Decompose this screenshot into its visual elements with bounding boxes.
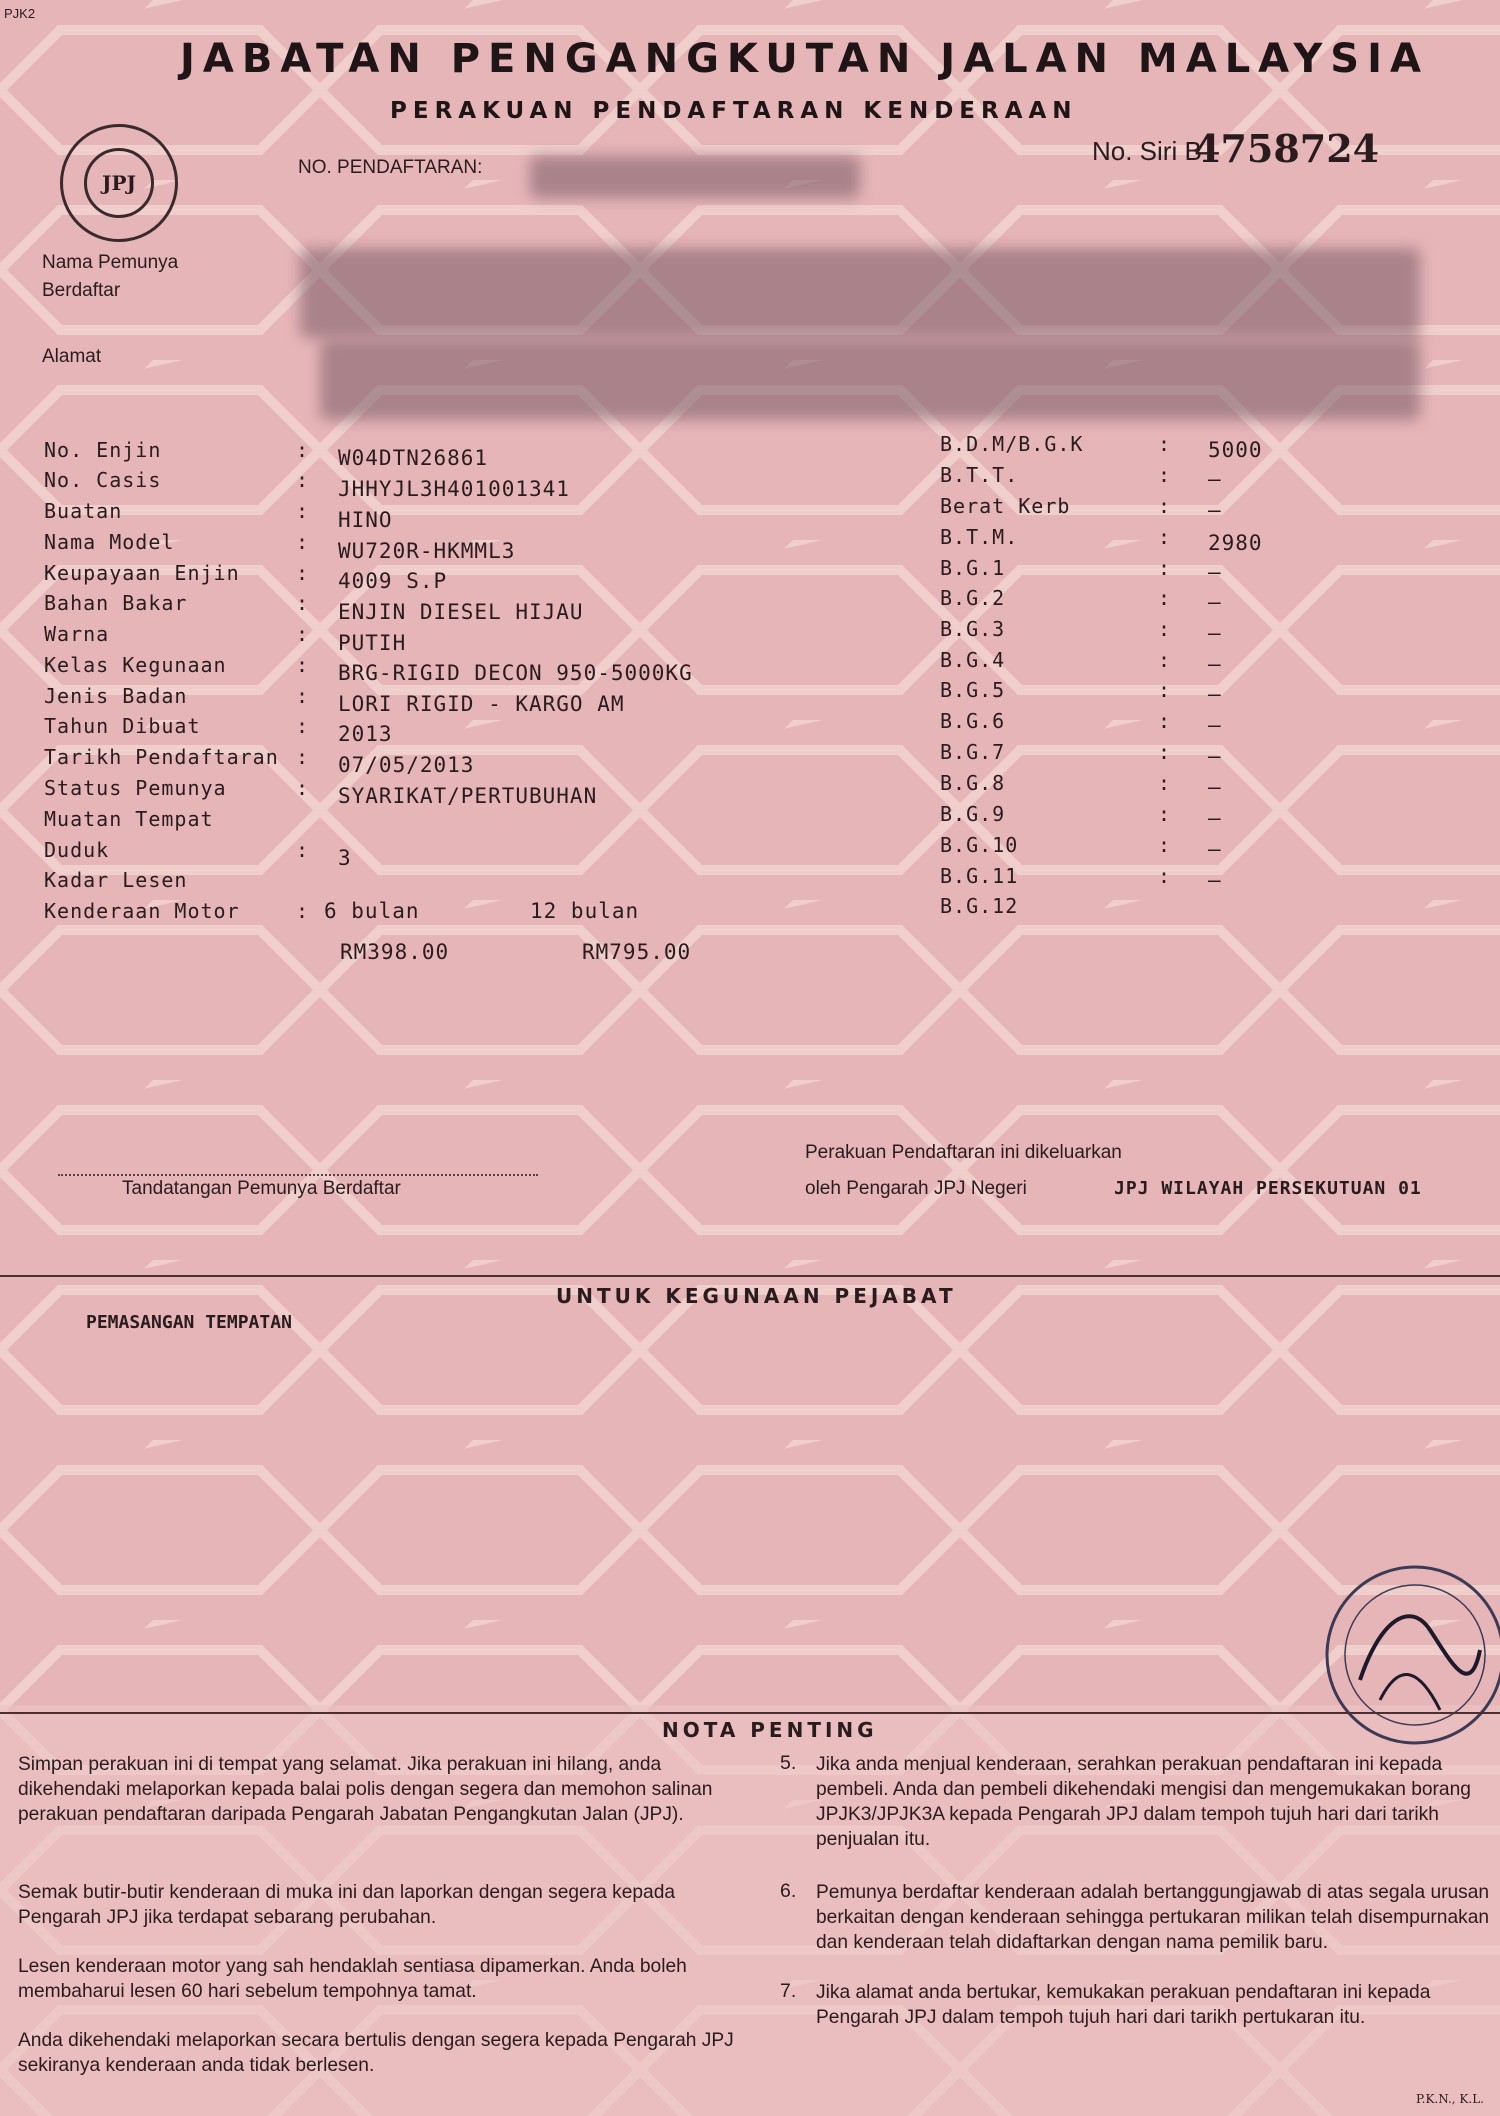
owner-name-label: Nama Pemunya [42,252,179,273]
colon: : [296,530,309,554]
colon: : [1158,525,1171,549]
registration-date-value: 07/05/2013 [338,753,475,777]
field-label: Muatan Tempat [44,807,214,831]
page-title: JABATAN PENGANGKUTAN JALAN MALAYSIA [180,36,1429,82]
registration-label: NO. PENDAFTARAN: [298,157,483,178]
colon: : [296,499,309,523]
colon: : [1158,648,1171,672]
field-label: Status Pemunya [44,776,227,800]
field-label: Warna [44,622,110,646]
weight-value: – [1208,713,1222,737]
form-code: PJK2 [4,6,36,21]
weight-value: – [1208,467,1222,491]
stamp-icon [1320,1560,1500,1750]
note-number: 6. [780,1880,797,1902]
colon: : [296,745,309,769]
fuel-value: ENJIN DIESEL HIJAU [338,600,584,624]
colon: : [1158,494,1171,518]
weight-label: B.G.9 [940,802,1006,826]
license-amount-6: RM398.00 [340,940,450,964]
field-label: Kadar Lesen [44,868,188,892]
colon: : [1158,463,1171,487]
license-rate-label: Kenderaan Motor [44,899,240,923]
signature-line [58,1174,538,1176]
field-label: Buatan [44,499,123,523]
office-use-heading: UNTUK KEGUNAAN PEJABAT [556,1284,957,1308]
note-item-3: Lesen kenderaan motor yang sah hendaklah sentiasa dipamerkan. Anda boleh membaharui lesen 60 hari sebelum tempohnya tamat. [18,1956,687,2002]
colon: : [1158,833,1171,857]
weight-label: B.G.11 [940,864,1019,888]
owner-name-redacted [300,248,1420,338]
page-subtitle: PERAKUAN PENDAFTARAN KENDERAAN [390,98,1078,124]
chassis-number-value: JHHYJL3H401001341 [338,477,570,501]
license-period-12: 12 bulan [530,899,640,923]
serial-number: 4758724 [1194,126,1380,171]
gross-weight-value: 5000 [1208,438,1263,462]
weight-value: – [1208,806,1222,830]
field-label: Tahun Dibuat [44,714,201,738]
note-item-6: Pemunya berdaftar kenderaan adalah bertanggungjawab di atas segala urusan berkaitan dengan kenderaan sehingga pertukaran milikan telah disempurnakan dan kenderaan telah didaftarkan dengan nama pemilik baru. [816,1882,1490,1953]
seating-value: 3 [338,846,352,870]
weight-label: B.T.T. [940,463,1019,487]
owner-status-value: SYARIKAT/PERTUBUHAN [338,784,598,808]
body-type-value: LORI RIGID - KARGO AM [338,692,625,716]
colon: : [1158,771,1171,795]
colon: : [296,714,309,738]
colon: : [1158,617,1171,641]
license-amount-12: RM795.00 [582,940,692,964]
colon: : [1158,740,1171,764]
weight-value: – [1208,744,1222,768]
printer-code: P.K.N., K.L. [1416,2092,1484,2106]
weight-label: B.G.12 [940,894,1019,918]
registration-number-redacted [530,156,860,198]
owner-signature-label: Tandatangan Pemunya Berdaftar [122,1178,401,1199]
unladen-weight-value: 2980 [1208,531,1263,555]
weight-value: – [1208,775,1222,799]
divider [0,1712,1500,1714]
weight-label: Berat Kerb [940,494,1071,518]
weight-value: – [1208,590,1222,614]
colon: : [1158,802,1171,826]
kerb-weight-value: – [1208,498,1222,522]
weight-label: B.G.5 [940,678,1006,702]
weight-value: – [1208,621,1222,645]
weight-label: B.G.10 [940,833,1019,857]
colon: : [1158,586,1171,610]
colon: : [1158,556,1171,580]
colon: : [296,468,309,492]
address-label: Alamat [42,346,102,367]
license-period-6: 6 bulan [324,899,420,923]
note-item-5: Jika anda menjual kenderaan, serahkan perakuan pendaftaran ini kepada pembeli. Anda dan pembeli dikehendaki mengisi dan mengemukakan borang JPJK3/JPJK3A kepada Pengarah JPJ dalam tempoh tujuh hari dari tarikh penjualan itu. [816,1754,1471,1850]
engine-capacity-value: 4009 S.P [338,569,448,593]
colon: : [296,899,309,923]
jpj-logo-text: JPJ [84,148,154,218]
note-item-1: Simpan perakuan ini di tempat yang selamat. Jika perakuan ini hilang, anda dikehendaki melaporkan kepada balai polis dengan segera dan memohon salinan perakuan pendaftaran daripada Pengarah Jabatan Pengangkutan Jalan (JPJ). [18,1754,713,1825]
field-label: No. Enjin [44,438,162,462]
weight-value: – [1208,868,1222,892]
note-item-4: Anda dikehendaki melaporkan secara bertulis dengan segera kepada Pengarah JPJ sekiranya kenderaan anda tidak berlesen. [18,2030,734,2076]
notes-heading: NOTA PENTING [662,1718,878,1742]
colon: : [1158,709,1171,733]
colour-value: PUTIH [338,631,407,655]
weight-label: B.G.6 [940,709,1006,733]
colon: : [1158,864,1171,888]
field-label: Jenis Badan [44,684,188,708]
weight-label: B.G.1 [940,556,1006,580]
weight-value: – [1208,682,1222,706]
jpj-logo [60,124,178,242]
weight-label: B.G.8 [940,771,1006,795]
serial-label: No. Siri B [1092,136,1202,166]
colon: : [296,653,309,677]
field-label: Keupayaan Enjin [44,561,240,585]
official-stamp [1320,1560,1500,1750]
issuing-office: JPJ WILAYAH PERSEKUTUAN 01 [1114,1178,1422,1199]
owner-name-label-2: Berdaftar [42,280,121,301]
colon: : [1158,432,1171,456]
engine-number-value: W04DTN26861 [338,446,489,470]
year-made-value: 2013 [338,722,393,746]
weight-value: – [1208,652,1222,676]
field-label: No. Casis [44,468,162,492]
colon: : [296,684,309,708]
field-label: Bahan Bakar [44,591,188,615]
weight-value: – [1208,837,1222,861]
weight-label: B.G.2 [940,586,1006,610]
usage-class-value: BRG-RIGID DECON 950-5000KG [338,661,693,685]
make-value: HINO [338,508,393,532]
weight-label: B.G.4 [940,648,1006,672]
colon: : [296,561,309,585]
colon: : [296,591,309,615]
colon: : [296,838,309,862]
weight-label: B.T.M. [940,525,1019,549]
field-label: Nama Model [44,530,175,554]
note-number: 5. [780,1752,797,1774]
weight-value: – [1208,560,1222,584]
field-label: Kelas Kegunaan [44,653,227,677]
address-redacted [320,340,1420,420]
field-label: Duduk [44,838,110,862]
model-value: WU720R-HKMML3 [338,539,516,563]
issued-line-1: Perakuan Pendaftaran ini dikeluarkan [805,1142,1122,1163]
divider [0,1275,1500,1277]
note-number: 7. [780,1980,797,2002]
office-use-note: PEMASANGAN TEMPATAN [86,1312,292,1333]
weight-label: B.D.M/B.G.K [940,432,1084,456]
colon: : [1158,678,1171,702]
weight-label: B.G.7 [940,740,1006,764]
note-item-7: Jika alamat anda bertukar, kemukakan perakuan pendaftaran ini kepada Pengarah JPJ dalam tempoh tujuh hari dari tarikh pertukaran itu. [816,1982,1431,2028]
weight-label: B.G.3 [940,617,1006,641]
colon: : [296,438,309,462]
field-label: Tarikh Pendaftaran [44,745,279,769]
colon: : [296,776,309,800]
colon: : [296,622,309,646]
issued-line-2: oleh Pengarah JPJ Negeri [805,1178,1027,1199]
note-item-2: Semak butir-butir kenderaan di muka ini dan laporkan dengan segera kepada Pengarah JPJ jika terdapat sebarang perubahan. [18,1882,676,1928]
